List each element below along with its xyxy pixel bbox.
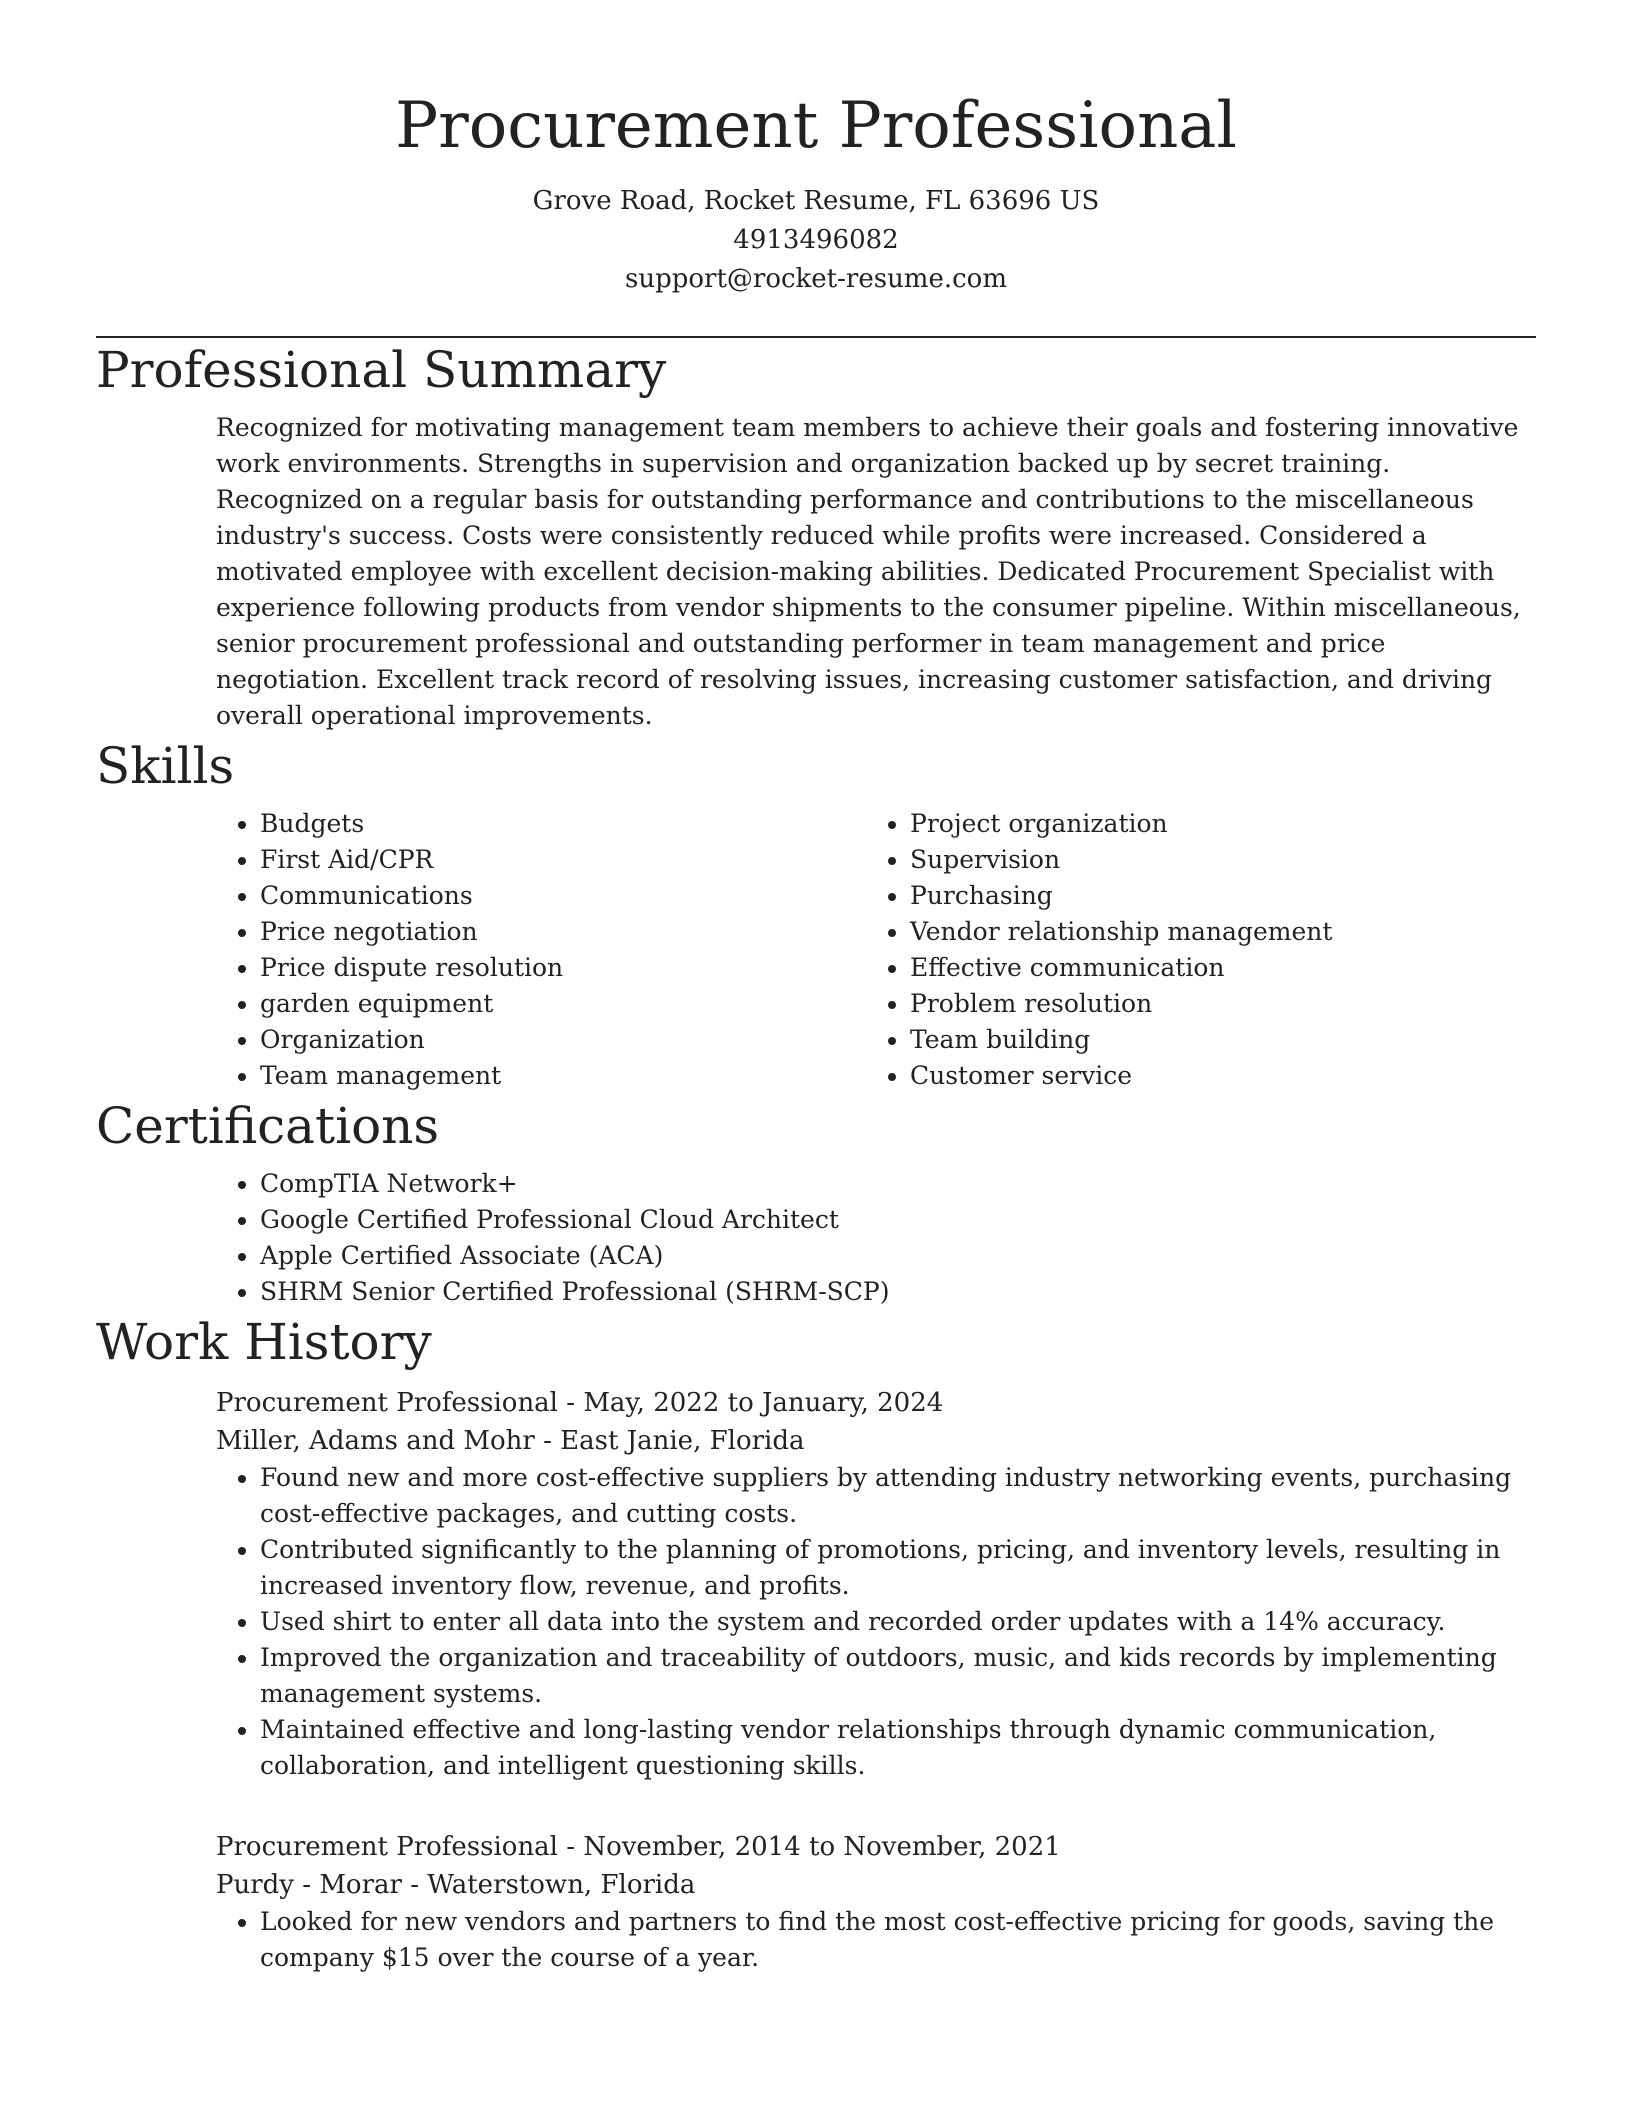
job-company-location: Purdy - Morar - Waterstown, Florida: [216, 1870, 696, 1900]
job-bullet: • Improved the organization and traceability of outdoors, music, and kids records by implementing management systems.: [260, 1640, 1536, 1712]
job-bullet: • Used shirt to enter all data into the system and recorded order updates with a 14% accuracy.: [260, 1604, 1536, 1640]
skills-columns: [216, 806, 1536, 1094]
certifications-section: [96, 1094, 1536, 1310]
skill-item: • Budgets: [260, 806, 866, 842]
skill-item: • Supervision: [910, 842, 1516, 878]
candidate-name: Procurement Professional: [395, 89, 1237, 163]
certification-item: • SHRM Senior Certified Professional (SHRM-SCP): [260, 1274, 1536, 1310]
certifications-body: [216, 1166, 1536, 1310]
summary-text: Recognized for motivating management team members to achieve their goals and fostering innovative work environments. Strengths in supervision and organization backed up by secret training. Recognized on a regular basis for outstanding performance and contributions to the miscellaneous industry's success. Costs were consistently reduced while profits were increased. Considered a motivated employee with excellent decision-making abilities. Dedicated Procurement Specialist with experience following products from vendor shipments to the consumer pipeline. Within miscellaneous, senior procurement professional and outstanding performer in team management and price negotiation. Excellent track record of resolving issues, increasing customer satisfaction, and driving overall operational improvements.: [216, 413, 1521, 730]
contact-phone: 4913496082: [733, 225, 899, 255]
job-bullet-list: [216, 1904, 1536, 1976]
certification-item: • Google Certified Professional Cloud Architect: [260, 1202, 1536, 1238]
job-bullet: • Found new and more cost-effective suppliers by attending industry networking events, purchasing cost-effective packages, and cutting costs.: [260, 1460, 1536, 1532]
skill-item: • Customer service: [910, 1058, 1516, 1094]
skill-item: • Communications: [260, 878, 866, 914]
skill-item: • First Aid/CPR: [260, 842, 866, 878]
job-entry: [216, 1828, 1536, 1976]
certification-item: • Apple Certified Associate (ACA): [260, 1238, 1536, 1274]
skill-item: • Effective communication: [910, 950, 1516, 986]
job-company-location: Miller, Adams and Mohr - East Janie, Florida: [216, 1426, 805, 1456]
skill-item: • Organization: [260, 1022, 866, 1058]
skill-item: • Problem resolution: [910, 986, 1516, 1022]
skill-item: • garden equipment: [260, 986, 866, 1022]
skills-column-left: [216, 806, 866, 1094]
contact-address: Grove Road, Rocket Resume, FL 63696 US: [532, 186, 1100, 216]
job-bullet-list: [216, 1460, 1536, 1784]
job-bullet: • Maintained effective and long-lasting vendor relationships through dynamic communication, collaboration, and intelligent questioning skills.: [260, 1712, 1536, 1784]
skill-item: • Purchasing: [910, 878, 1516, 914]
skills-column-right: [866, 806, 1516, 1094]
skill-item: • Team building: [910, 1022, 1516, 1058]
job-title-dates: Procurement Professional - May, 2022 to January, 2024: [216, 1388, 944, 1418]
skills-heading: Skills: [96, 737, 235, 795]
job-title-dates: Procurement Professional - November, 2014 to November, 2021: [216, 1832, 1061, 1862]
certifications-heading: Certifications: [96, 1097, 440, 1155]
summary-section: [96, 338, 1536, 734]
skill-item: • Team management: [260, 1058, 866, 1094]
skill-item: • Price dispute resolution: [260, 950, 866, 986]
certification-item: • CompTIA Network+: [260, 1166, 1536, 1202]
contact-email: support@rocket-resume.com: [624, 264, 1007, 294]
job-entry: [216, 1384, 1536, 1784]
job-bullet: • Looked for new vendors and partners to find the most cost-effective pricing for goods, saving the company $15 over the course of a year.: [260, 1904, 1536, 1976]
resume-header: [96, 0, 1536, 299]
work-history-heading: Work History: [96, 1313, 432, 1371]
job-bullet: • Contributed significantly to the planning of promotions, pricing, and inventory levels, resulting in increased inventory flow, revenue, and profits.: [260, 1532, 1536, 1604]
skill-item: • Project organization: [910, 806, 1516, 842]
skills-section: [96, 734, 1536, 1094]
certifications-list: [216, 1166, 1536, 1310]
skill-item: • Price negotiation: [260, 914, 866, 950]
work-history-section: [96, 1310, 1536, 1976]
summary-heading: Professional Summary: [96, 341, 667, 399]
skill-item: • Vendor relationship management: [910, 914, 1516, 950]
skills-list-left: [216, 806, 866, 1094]
skills-list-right: [866, 806, 1516, 1094]
